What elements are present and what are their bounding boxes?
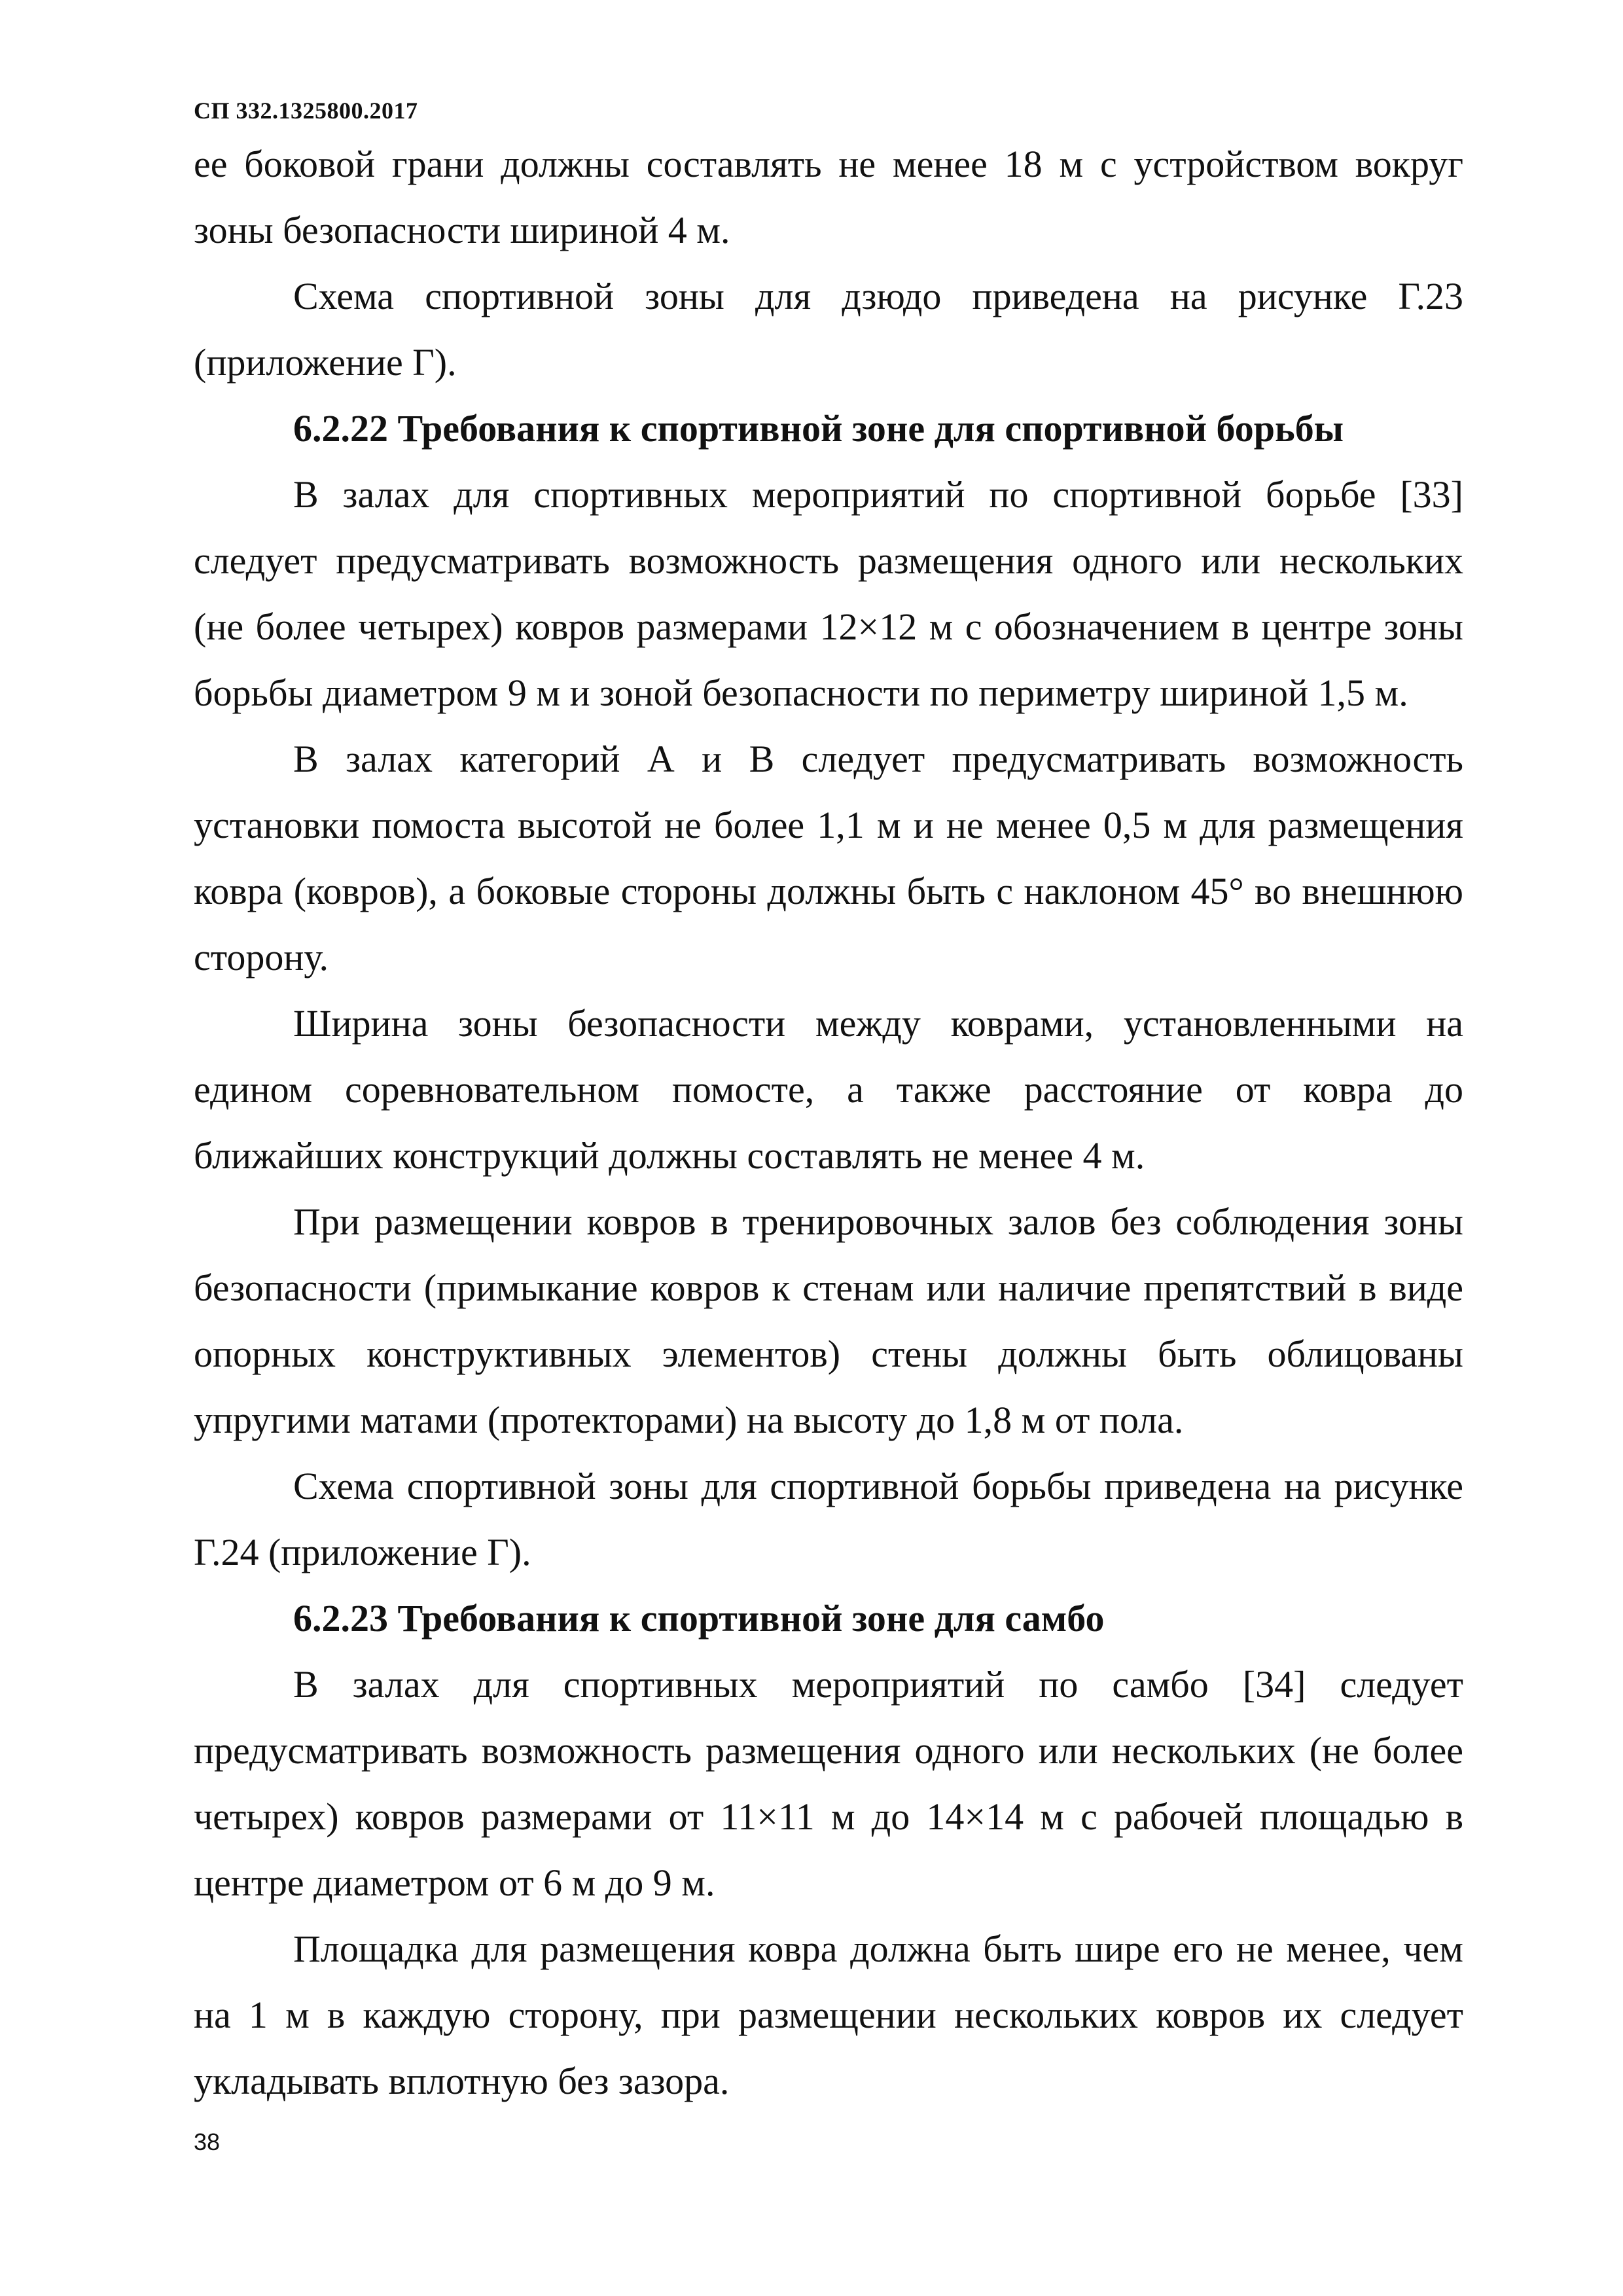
paragraph-wrestling-carpets: В залах для спортивных мероприятий по спортивной борьбе [33] следует предусматривать возможность размещения одного или нескольких (не более четырех) ковров размерами 12×12 м с обозначением в центре зоны борьбы диаметром 9 м и зоной безопасности по периметру шириной 1,5 м.: [194, 473, 1463, 714]
paragraph-continuation: ее боковой грани должны составлять не менее 18 м с устройством вокруг зоны безопасности шириной 4 м.: [194, 143, 1463, 251]
section-heading-6-2-23: 6.2.23 Требования к спортивной зоне для самбо: [293, 1597, 1105, 1640]
page-number: 38: [194, 2128, 221, 2155]
page-content: [194, 131, 1463, 2114]
section-heading-6-2-22: 6.2.22 Требования к спортивной зоне для спортивной борьбы: [293, 407, 1344, 450]
paragraph-safety-width: Ширина зоны безопасности между коврами, установленными на едином соревновательном помосте, а также расстояние от ковра до ближайших конструкций должны составлять не менее 4 м.: [194, 1002, 1463, 1177]
paragraph-training-halls: При размещении ковров в тренировочных залов без соблюдения зоны безопасности (примыкание ковров к стенам или наличие препятствий в виде опорных конструктивных элементов) стены должны быть облицованы упругими матами (протекторами) на высоту до 1,8 м от пола.: [194, 1200, 1463, 1441]
paragraph-wrestling-scheme: Схема спортивной зоны для спортивной борьбы приведена на рисунке Г.24 (приложение Г).: [194, 1465, 1463, 1573]
document-code: СП 332.1325800.2017: [194, 98, 418, 124]
paragraph-carpet-area: Площадка для размещения ковра должна быть шире его не менее, чем на 1 м в каждую сторону, при размещении нескольких ковров их следует укладывать вплотную без зазора.: [194, 1928, 1463, 2102]
paragraph-platform: В залах категорий А и В следует предусматривать возможность установки помоста высотой не более 1,1 м и не менее 0,5 м для размещения ковра (ковров), а боковые стороны должны быть с наклоном 45° во внешнюю сторону.: [194, 738, 1463, 978]
paragraph-judo-scheme: Схема спортивной зоны для дзюдо приведена на рисунке Г.23 (приложение Г).: [194, 275, 1463, 384]
paragraph-sambo-carpets: В залах для спортивных мероприятий по самбо [34] следует предусматривать возможность размещения одного или нескольких (не более четырех) ковров размерами от 11×11 м до 14×14 м с рабочей площадью в центре диаметром от 6 м до 9 м.: [194, 1663, 1463, 1904]
